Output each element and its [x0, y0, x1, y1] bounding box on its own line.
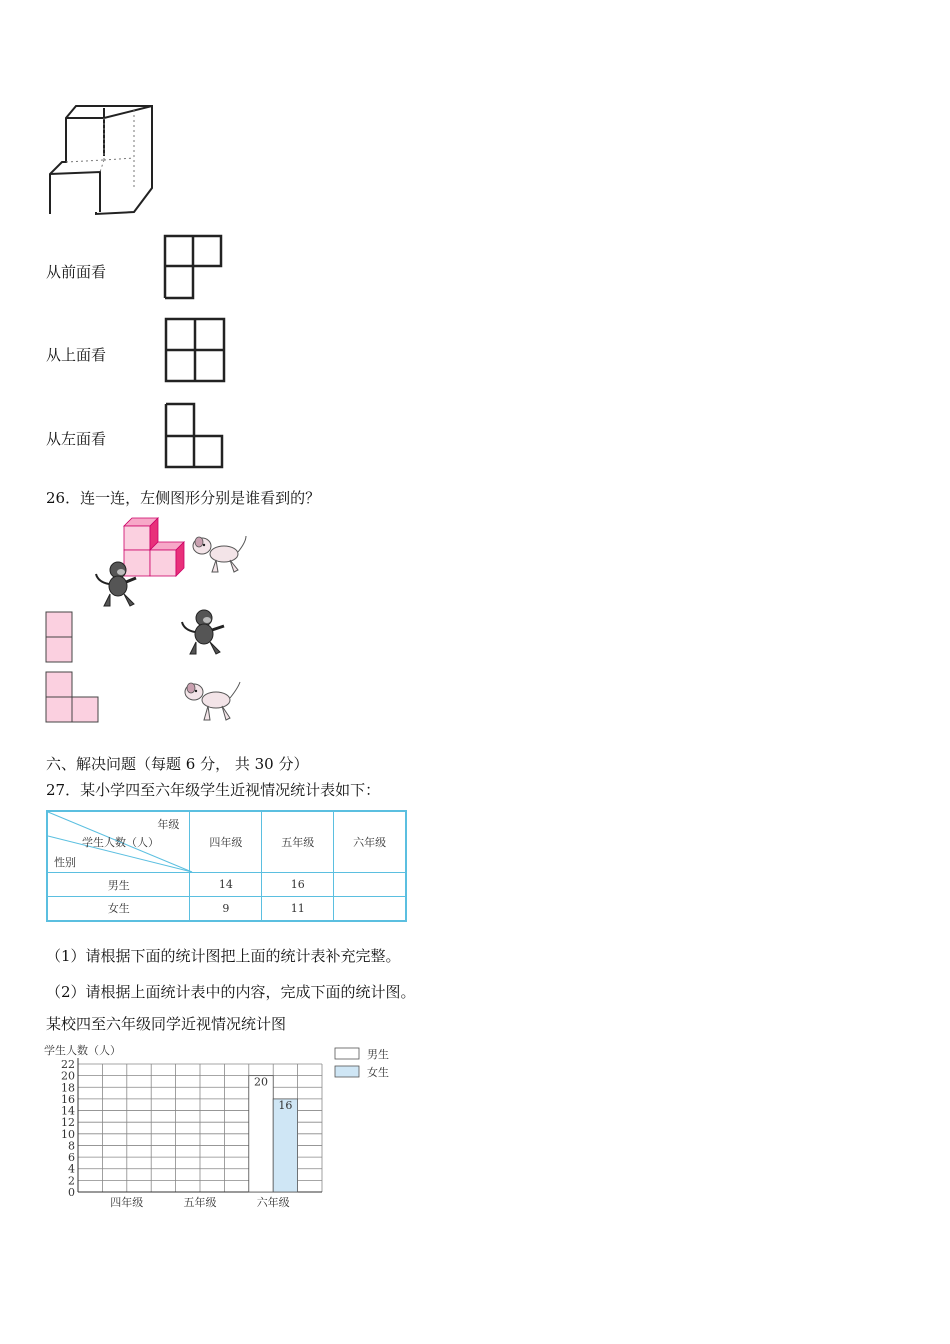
y-tick-label: 12 [61, 1116, 75, 1130]
y-tick-label: 20 [61, 1069, 75, 1083]
sub-question-1: （1）请根据下面的统计图把上面的统计表补充完整。 [46, 947, 401, 965]
legend-swatch [335, 1066, 359, 1077]
bar-chart [40, 1040, 420, 1215]
top-view-label: 从上面看 [46, 346, 107, 364]
header-grade-5: 五年级 [262, 811, 334, 873]
front-view-grid [163, 234, 225, 300]
header-grade-4: 四年级 [190, 811, 262, 873]
pink-view-l-shape [45, 671, 101, 725]
y-tick-label: 10 [61, 1127, 75, 1141]
x-tick-label: 六年级 [256, 1196, 290, 1209]
cube-sketch-figure [44, 100, 159, 218]
cell-boys-grade-5: 16 [262, 873, 334, 897]
header-grade-6: 六年级 [334, 811, 406, 873]
monkey-icon [94, 560, 138, 608]
y-tick-label: 14 [61, 1104, 75, 1118]
y-tick-label: 4 [68, 1162, 75, 1176]
legend-swatch [335, 1048, 359, 1059]
left-view-grid [164, 402, 226, 470]
row-label-boys: 男生 [47, 873, 190, 897]
cell-girls-grade-4: 9 [190, 897, 262, 921]
question-26: 26．连一连，左侧图形分别是谁看到的？ [46, 489, 321, 507]
section-6-title: 六、解决问题（每题 6 分， 共 30 分） [46, 755, 309, 773]
y-tick-label: 18 [61, 1081, 75, 1095]
stats-table [46, 810, 407, 922]
front-view-label: 从前面看 [46, 263, 107, 281]
legend-label: 女生 [367, 1066, 389, 1079]
table-row [47, 873, 406, 897]
chart-y-axis-label: 学生人数（人） [44, 1044, 121, 1057]
y-tick-label: 8 [68, 1139, 75, 1153]
table-row [47, 897, 406, 921]
y-tick-label: 0 [68, 1186, 75, 1199]
dog-icon [190, 532, 248, 576]
bar-boys [249, 1076, 273, 1192]
corner-grade-label: 年级 [157, 818, 180, 831]
y-tick-label: 16 [61, 1092, 75, 1106]
x-tick-label: 四年级 [110, 1196, 144, 1209]
dog-option-icon [182, 678, 242, 724]
monkey-option-icon [180, 608, 226, 656]
cell-girls-grade-6[interactable] [334, 897, 406, 921]
y-tick-label: 2 [68, 1174, 75, 1188]
bar-girls [273, 1099, 297, 1192]
cell-boys-grade-4: 14 [190, 873, 262, 897]
data-label: 16 [278, 1098, 293, 1112]
legend-label: 男生 [367, 1048, 389, 1061]
cell-boys-grade-6[interactable] [334, 873, 406, 897]
data-label: 20 [254, 1075, 268, 1089]
question-27: 27．某小学四至六年级学生近视情况统计表如下： [46, 781, 381, 799]
corner-gender-label: 性别 [54, 856, 76, 869]
row-label-girls: 女生 [47, 897, 190, 921]
y-tick-label: 22 [61, 1058, 75, 1071]
top-view-grid [164, 317, 228, 385]
cell-girls-grade-5: 11 [262, 897, 334, 921]
corner-count-label: 学生人数（人） [82, 836, 159, 849]
left-view-label: 从左面看 [46, 430, 107, 448]
table-corner-cell [47, 811, 190, 873]
chart-title: 某校四至六年级同学近视情况统计图 [46, 1015, 287, 1033]
x-tick-label: 五年级 [183, 1196, 217, 1209]
sub-question-2: （2）请根据上面统计表中的内容，完成下面的统计图。 [46, 983, 416, 1001]
pink-view-vertical [45, 611, 75, 665]
y-tick-label: 6 [68, 1151, 75, 1165]
